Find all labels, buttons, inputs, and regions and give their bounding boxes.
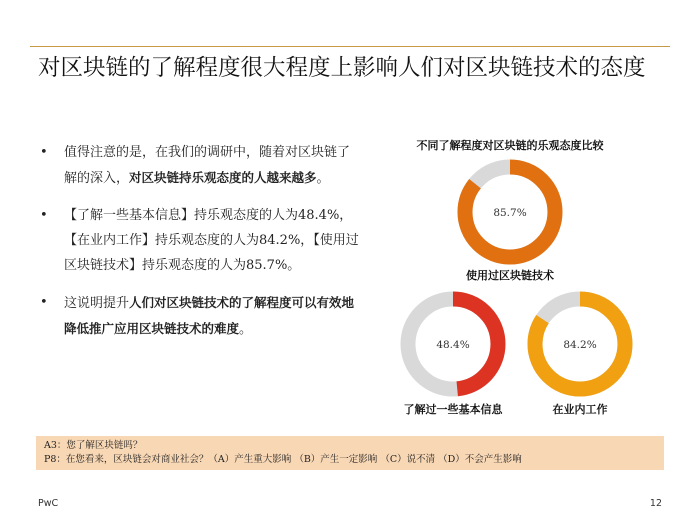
donut-1 [465,167,555,282]
bullet-dot: • [40,145,48,160]
bullet-text: 这说明提升 [64,296,130,311]
bullet-item [40,140,360,191]
chart-area [368,132,668,432]
survey-note [36,436,664,470]
top-divider [30,46,670,47]
note-question-2: P8：在您看来，区块链会对商业社会？（A）产生重大影响 （B）产生一定影响 （C）说不清 （D）不会产生影响 [44,454,522,465]
donut-category-label: 使用过区块链技术 [466,269,554,282]
page-number: 12 [649,498,662,509]
bullet-dot: • [40,208,48,223]
donut-value-label: 48.4% [436,339,470,351]
donut-value-label: 84.2% [563,339,597,351]
donut-category-label: 了解过一些基本信息 [403,403,503,416]
bullet-item [40,203,360,278]
bullet-text: 。 [239,322,253,337]
footer-brand: PwC [38,498,59,509]
bullet-item [40,290,360,342]
donut-2 [404,299,504,416]
donut-chart [368,132,668,432]
chart-title: 不同了解程度对区块链的乐观态度比较 [416,139,604,152]
slide-title: 对区块链的了解程度很大程度上影响人们对区块链技术的态度 [38,55,646,81]
note-question-1: A3：您了解区块链吗？ [44,440,143,451]
bullet-dot: • [40,295,48,310]
donut-value-label: 85.7% [493,207,527,219]
bullet-emphasis: 对区块链持乐观态度的人越来越多 [129,170,317,185]
bullet-text: 。 [316,171,330,186]
bullet-list [40,140,360,354]
bullet-text: 【了解一些基本信息】持乐观态度的人为48.4%，【在业内工作】持乐观态度的人为84.2%，【使用过区块链技术】持乐观态度的人为85.7%。 [64,208,359,273]
bullet-text: 值得注意的是，在我们的调研中，随着对区块链了解的深入， [64,145,351,186]
donut-3 [535,299,625,416]
donut-category-label: 在业内工作 [552,403,608,416]
bullet-emphasis: 人们对区块链技术的了解程度可以有效地降低推广应用区块链技术的难度 [64,295,355,336]
